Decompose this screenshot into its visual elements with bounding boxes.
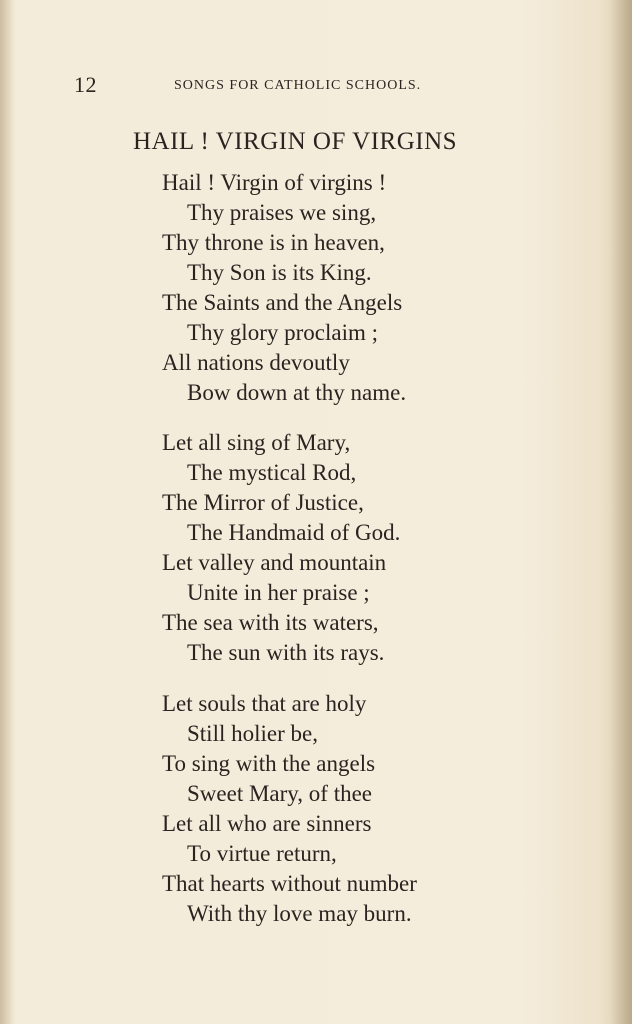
page-left-edge	[0, 0, 14, 1024]
poem-line: The sun with its rays.	[187, 640, 385, 665]
poem-line: The sea with its waters,	[162, 610, 379, 635]
poem-line: The mystical Rod,	[187, 460, 357, 485]
poem-line: To virtue return,	[187, 841, 337, 866]
poem-line: All nations devoutly	[162, 350, 350, 375]
poem-line: Still holier be,	[187, 721, 318, 746]
page-right-shadow	[610, 0, 632, 1024]
poem-line: Sweet Mary, of thee	[187, 781, 372, 806]
poem-line: Thy praises we sing,	[187, 200, 377, 225]
poem-line: The Mirror of Justice,	[162, 490, 364, 515]
poem-line: Let all sing of Mary,	[162, 430, 351, 455]
poem-line: The Handmaid of God.	[187, 520, 401, 545]
poem-line: Let all who are sinners	[162, 811, 372, 836]
song-title: HAIL ! VIRGIN OF VIRGINS	[133, 128, 458, 155]
poem-line: Thy Son is its King.	[187, 260, 372, 285]
poem-line: Let souls that are holy	[162, 691, 367, 716]
poem-line: Let valley and mountain	[162, 550, 387, 575]
poem-line: That hearts without number	[162, 871, 417, 896]
poem-line: Bow down at thy name.	[187, 380, 407, 405]
poem-line: Thy glory proclaim ;	[187, 320, 378, 345]
poem-line: Unite in her praise ;	[187, 580, 370, 605]
poem-line: Hail ! Virgin of virgins !	[162, 170, 387, 195]
poem-line: The Saints and the Angels	[162, 290, 403, 315]
page-header	[0, 72, 632, 100]
page-number: 12	[74, 72, 97, 97]
poem-line: Thy throne is in heaven,	[162, 230, 385, 255]
poem-line: To sing with the angels	[162, 751, 376, 776]
poem-line: With thy love may burn.	[187, 901, 412, 926]
running-head: SONGS FOR CATHOLIC SCHOOLS.	[174, 78, 422, 93]
